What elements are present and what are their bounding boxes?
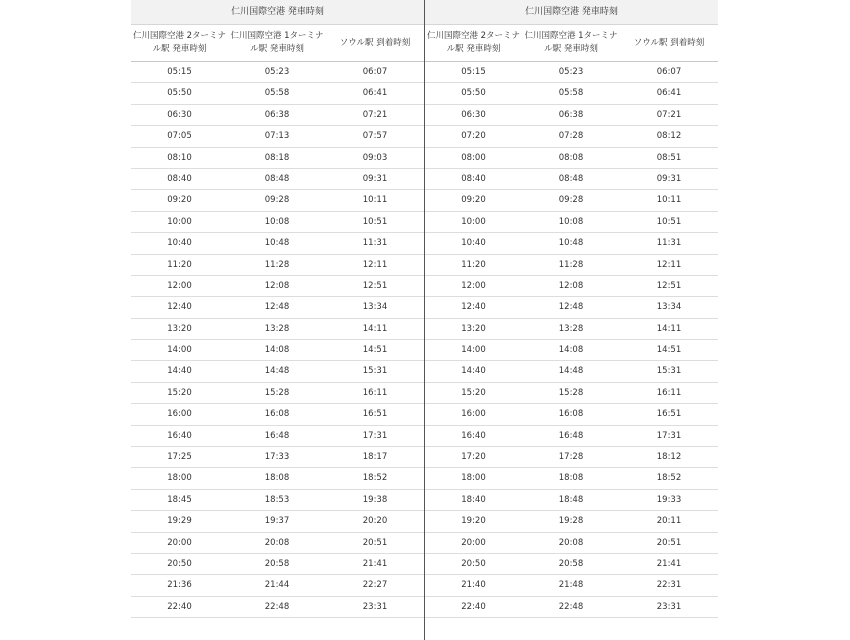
table-row xyxy=(425,340,718,361)
table-cell: 08:51 xyxy=(656,152,682,163)
table-cell: 15:31 xyxy=(362,366,388,377)
table-cell: 07:28 xyxy=(558,131,584,142)
table-cell: 12:08 xyxy=(264,280,290,291)
table-cell: 15:20 xyxy=(167,387,192,398)
table-body xyxy=(131,62,424,618)
table-cell: 16:08 xyxy=(264,409,290,420)
table-cell: 12:40 xyxy=(167,302,192,313)
table-cell: 08:48 xyxy=(558,173,584,184)
table-cell: 21:41 xyxy=(362,558,388,569)
table-cell: 08:12 xyxy=(656,131,682,142)
table-cell: 21:48 xyxy=(558,580,584,591)
table-cell: 13:34 xyxy=(362,302,388,313)
table-cell: 21:41 xyxy=(656,558,682,569)
table-cell: 11:20 xyxy=(461,259,486,270)
table-cell: 20:08 xyxy=(264,537,290,548)
table-row xyxy=(131,597,424,618)
table-cell: 18:00 xyxy=(167,473,192,484)
table-cell: 12:00 xyxy=(461,280,486,291)
table-cell: 16:51 xyxy=(362,409,388,420)
table-cell: 20:50 xyxy=(461,558,486,569)
table-cell: 11:28 xyxy=(264,259,290,270)
table-cell: 08:40 xyxy=(461,173,486,184)
table-cell: 14:48 xyxy=(264,366,290,377)
table-row xyxy=(425,255,718,276)
table-title: 仁川国際空港 発車時刻 xyxy=(425,0,718,25)
table-title: 仁川国際空港 発車時刻 xyxy=(131,0,424,25)
table-cell: 08:40 xyxy=(167,173,192,184)
table-cell: 16:51 xyxy=(656,409,682,420)
table-cell: 18:12 xyxy=(656,452,682,463)
table-row xyxy=(425,169,718,190)
table-cell: 12:48 xyxy=(558,302,584,313)
table-row xyxy=(131,105,424,126)
table-cell: 12:11 xyxy=(656,259,682,270)
table-cell: 18:52 xyxy=(656,473,682,484)
table-row xyxy=(131,276,424,297)
table-row xyxy=(131,233,424,254)
table-cell: 12:48 xyxy=(264,302,290,313)
table-cell: 21:44 xyxy=(264,580,290,591)
table-cell: 05:58 xyxy=(264,88,290,99)
table-cell: 05:15 xyxy=(167,67,192,77)
table-cell: 05:23 xyxy=(264,67,290,77)
table-cell: 18:08 xyxy=(264,473,290,484)
table-cell: 20:51 xyxy=(656,537,682,548)
table-cell: 10:08 xyxy=(558,216,584,227)
timetable xyxy=(131,0,723,640)
table-cell: 14:40 xyxy=(461,366,486,377)
table-row xyxy=(425,533,718,554)
table-row xyxy=(425,426,718,447)
table-row xyxy=(131,297,424,318)
table-row xyxy=(425,190,718,211)
table-cell: 18:00 xyxy=(461,473,486,484)
column-header: 仁川国際空港 2ターミナル駅 発車時刻 xyxy=(132,31,227,54)
table-row xyxy=(425,62,718,83)
table-row xyxy=(131,533,424,554)
table-cell: 05:58 xyxy=(558,88,584,99)
table-cell: 05:50 xyxy=(461,88,486,99)
table-row xyxy=(131,126,424,147)
table-row xyxy=(131,190,424,211)
table-cell: 08:08 xyxy=(558,152,584,163)
table-cell: 17:25 xyxy=(167,452,192,463)
table-cell: 09:31 xyxy=(656,173,682,184)
table-row xyxy=(425,447,718,468)
table-cell: 06:41 xyxy=(362,88,388,99)
table-cell: 14:51 xyxy=(656,345,682,356)
table-body xyxy=(425,62,718,618)
table-cell: 07:05 xyxy=(167,131,192,142)
table-row xyxy=(131,361,424,382)
table-cell: 16:08 xyxy=(558,409,584,420)
table-cell: 16:48 xyxy=(558,430,584,441)
table-cell: 18:40 xyxy=(461,494,486,505)
table-cell: 14:11 xyxy=(362,323,388,334)
table-row xyxy=(425,319,718,340)
table-row xyxy=(425,105,718,126)
table-cell: 07:21 xyxy=(656,109,682,120)
table-cell: 20:58 xyxy=(558,558,584,569)
table-cell: 17:20 xyxy=(461,452,486,463)
table-cell: 06:38 xyxy=(558,109,584,120)
table-cell: 09:20 xyxy=(461,195,486,206)
table-cell: 10:48 xyxy=(264,238,290,249)
table-cell: 20:11 xyxy=(656,516,682,527)
table-row xyxy=(131,426,424,447)
table-row xyxy=(425,276,718,297)
column-header: 仁川国際空港 1ターミナル駅 発車時刻 xyxy=(230,31,324,54)
table-row xyxy=(425,404,718,425)
table-cell: 06:38 xyxy=(264,109,290,120)
table-row xyxy=(425,361,718,382)
table-cell: 16:40 xyxy=(461,430,486,441)
table-cell: 11:31 xyxy=(656,238,682,249)
table-row xyxy=(425,468,718,489)
table-cell: 05:50 xyxy=(167,88,192,99)
table-cell: 17:31 xyxy=(362,430,388,441)
table-cell: 23:31 xyxy=(656,601,682,612)
table-cell: 07:20 xyxy=(461,131,486,142)
table-cell: 16:00 xyxy=(461,409,486,420)
table-cell: 20:51 xyxy=(362,537,388,548)
table-cell: 22:40 xyxy=(461,601,486,612)
table-cell: 19:20 xyxy=(461,516,486,527)
table-cell: 16:11 xyxy=(656,387,682,398)
column-header: ソウル駅 到着時刻 xyxy=(339,37,411,48)
table-cell: 20:00 xyxy=(461,537,486,548)
table-row xyxy=(425,490,718,511)
table-cell: 11:20 xyxy=(167,259,192,270)
table-cell: 07:13 xyxy=(264,131,290,142)
column-header: ソウル駅 到着時刻 xyxy=(633,37,705,48)
table-cell: 21:40 xyxy=(461,580,486,591)
table-cell: 18:52 xyxy=(362,473,388,484)
column-header: 仁川国際空港 1ターミナル駅 発車時刻 xyxy=(524,31,618,54)
table-cell: 14:51 xyxy=(362,345,388,356)
table-cell: 09:28 xyxy=(558,195,584,206)
table-cell: 16:48 xyxy=(264,430,290,441)
table-row xyxy=(131,575,424,596)
table-cell: 05:15 xyxy=(461,67,486,77)
table-cell: 15:28 xyxy=(264,387,290,398)
table-cell: 12:51 xyxy=(656,280,682,291)
table-cell: 07:21 xyxy=(362,109,388,120)
table-cell: 20:00 xyxy=(167,537,192,548)
table-cell: 09:31 xyxy=(362,173,388,184)
table-cell: 13:34 xyxy=(656,302,682,313)
table-cell: 14:40 xyxy=(167,366,192,377)
table-cell: 18:17 xyxy=(362,452,388,463)
table-cell: 19:37 xyxy=(264,516,290,527)
table-row xyxy=(131,340,424,361)
table-cell: 16:11 xyxy=(362,387,388,398)
table-row xyxy=(425,297,718,318)
table-cell: 20:20 xyxy=(362,516,388,527)
table-cell: 20:50 xyxy=(167,558,192,569)
table-row xyxy=(425,233,718,254)
table-cell: 07:57 xyxy=(362,131,388,142)
table-cell: 17:28 xyxy=(558,452,584,463)
table-cell: 16:40 xyxy=(167,430,192,441)
table-cell: 20:08 xyxy=(558,537,584,548)
table-row xyxy=(425,575,718,596)
table-cell: 18:08 xyxy=(558,473,584,484)
table-row xyxy=(425,383,718,404)
table-cell: 12:40 xyxy=(461,302,486,313)
table-row xyxy=(131,490,424,511)
table-row xyxy=(131,554,424,575)
table-cell: 06:30 xyxy=(461,109,486,120)
table-cell: 22:40 xyxy=(167,601,192,612)
header-row xyxy=(425,25,718,62)
table-cell: 10:00 xyxy=(167,216,192,227)
table-row xyxy=(131,319,424,340)
table-row xyxy=(425,126,718,147)
table-cell: 08:10 xyxy=(167,152,192,163)
table-cell: 10:08 xyxy=(264,216,290,227)
table-cell: 06:07 xyxy=(362,67,388,77)
table-row xyxy=(131,212,424,233)
table-cell: 15:28 xyxy=(558,387,584,398)
table-cell: 10:11 xyxy=(656,195,682,206)
table-row xyxy=(131,447,424,468)
table-cell: 13:20 xyxy=(167,323,192,334)
table-cell: 16:00 xyxy=(167,409,192,420)
table-row xyxy=(131,169,424,190)
table-cell: 08:00 xyxy=(461,152,486,163)
table-cell: 14:11 xyxy=(656,323,682,334)
table-cell: 20:58 xyxy=(264,558,290,569)
table-cell: 12:00 xyxy=(167,280,192,291)
timetable-right xyxy=(425,0,718,640)
table-row xyxy=(425,83,718,104)
table-cell: 09:28 xyxy=(264,195,290,206)
table-cell: 10:40 xyxy=(461,238,486,249)
header-row xyxy=(131,25,424,62)
table-cell: 08:48 xyxy=(264,173,290,184)
timetable-left xyxy=(131,0,424,640)
table-row xyxy=(425,212,718,233)
table-row xyxy=(131,404,424,425)
table-row xyxy=(425,511,718,532)
table-cell: 14:00 xyxy=(461,345,486,356)
table-row xyxy=(425,597,718,618)
table-cell: 21:36 xyxy=(167,580,192,591)
table-cell: 10:51 xyxy=(362,216,388,227)
table-cell: 19:29 xyxy=(167,516,192,527)
table-cell: 22:48 xyxy=(558,601,584,612)
table-cell: 12:51 xyxy=(362,280,388,291)
table-cell: 18:45 xyxy=(167,494,192,505)
table-row xyxy=(131,383,424,404)
table-row xyxy=(425,148,718,169)
table-cell: 17:31 xyxy=(656,430,682,441)
table-cell: 14:00 xyxy=(167,345,192,356)
table-row xyxy=(425,554,718,575)
table-cell: 10:48 xyxy=(558,238,584,249)
table-cell: 22:31 xyxy=(656,580,682,591)
table-cell: 19:28 xyxy=(558,516,584,527)
table-cell: 14:48 xyxy=(558,366,584,377)
table-cell: 22:27 xyxy=(362,580,388,591)
table-cell: 10:00 xyxy=(461,216,486,227)
table-cell: 18:53 xyxy=(264,494,290,505)
table-cell: 18:48 xyxy=(558,494,584,505)
table-cell: 13:28 xyxy=(264,323,290,334)
table-cell: 15:31 xyxy=(656,366,682,377)
column-header: 仁川国際空港 2ターミナル駅 発車時刻 xyxy=(426,31,521,54)
table-cell: 14:08 xyxy=(264,345,290,356)
table-cell: 13:28 xyxy=(558,323,584,334)
table-cell: 11:28 xyxy=(558,259,584,270)
table-cell: 14:08 xyxy=(558,345,584,356)
table-cell: 19:33 xyxy=(656,494,682,505)
table-cell: 10:40 xyxy=(167,238,192,249)
table-cell: 22:48 xyxy=(264,601,290,612)
table-cell: 09:03 xyxy=(362,152,388,163)
table-cell: 06:30 xyxy=(167,109,192,120)
table-cell: 15:20 xyxy=(461,387,486,398)
table-cell: 12:11 xyxy=(362,259,388,270)
table-cell: 19:38 xyxy=(362,494,388,505)
table-cell: 08:18 xyxy=(264,152,290,163)
table-row xyxy=(131,83,424,104)
table-cell: 10:11 xyxy=(362,195,388,206)
table-row xyxy=(131,62,424,83)
table-cell: 09:20 xyxy=(167,195,192,206)
table-row xyxy=(131,468,424,489)
table-row xyxy=(131,511,424,532)
table-cell: 12:08 xyxy=(558,280,584,291)
table-row xyxy=(131,255,424,276)
table-cell: 05:23 xyxy=(558,67,584,77)
table-cell: 10:51 xyxy=(656,216,682,227)
table-cell: 13:20 xyxy=(461,323,486,334)
table-cell: 06:07 xyxy=(656,67,682,77)
table-row xyxy=(131,148,424,169)
table-cell: 17:33 xyxy=(264,452,290,463)
table-cell: 11:31 xyxy=(362,238,388,249)
table-cell: 23:31 xyxy=(362,601,388,612)
table-cell: 06:41 xyxy=(656,88,682,99)
